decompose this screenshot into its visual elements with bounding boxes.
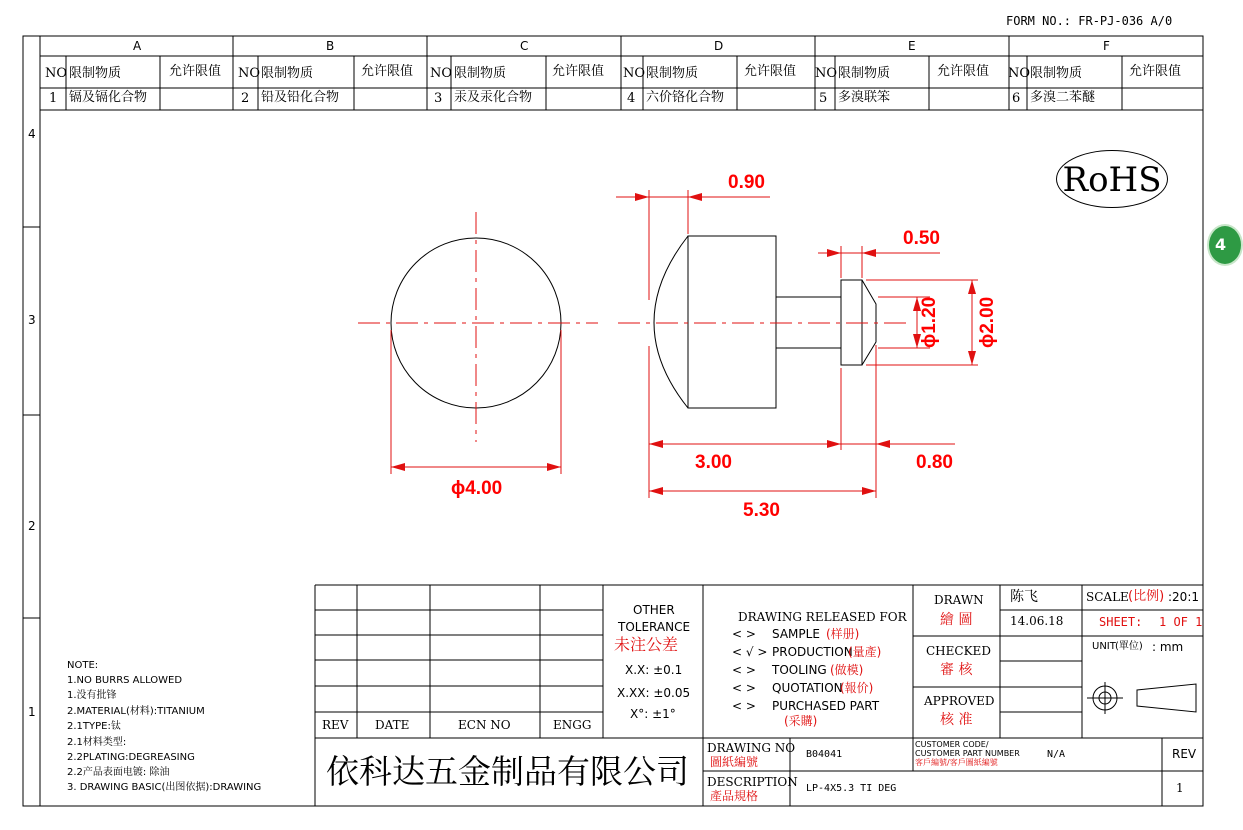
drawn-label: DRAWN (934, 593, 984, 607)
note-line: 2.MATERIAL(材料):TITANIUM (67, 706, 205, 717)
release-option-prefix: < > (732, 699, 756, 713)
zone-letter-a: A (133, 39, 142, 53)
release-option-label: PURCHASED PART (772, 699, 880, 713)
substance-no: 2 (241, 91, 250, 106)
dim-tip-diameter: ϕ1.20 (919, 296, 940, 348)
col-substance-header: 限制物质 (1030, 66, 1083, 81)
substance-name: 铅及铅化合物 (261, 90, 340, 105)
tolerance-title-2: TOLERANCE (618, 620, 691, 634)
dim-flange-diameter: ϕ2.00 (977, 296, 998, 348)
drawn-by: 陈飞 (1010, 589, 1038, 605)
col-no-header: NO (430, 66, 453, 81)
tolerance-angle: X°: ±1° (630, 707, 676, 721)
date-header: DATE (375, 718, 410, 732)
zone-letter-c: C (520, 39, 529, 53)
tolerance-title-cn: 未注公差 (614, 635, 679, 654)
dim-head-length: 0.90 (728, 172, 765, 193)
description-label: DESCRIPTION (707, 775, 798, 789)
drawn-date: 14.06.18 (1010, 614, 1064, 628)
drawn-label-cn: 繪 圖 (940, 612, 973, 628)
side-badge-label: 4 (1215, 235, 1227, 254)
substance-name: 多溴联笨 (838, 90, 891, 105)
dim-overall-length: 5.30 (743, 500, 780, 521)
substance-no: 3 (434, 91, 443, 106)
note-line: 3. DRAWING BASIC(出图依据):DRAWING (67, 782, 262, 793)
release-option-prefix: < > (732, 663, 756, 677)
release-option-label: QUOTATION (772, 681, 843, 695)
zone-number-3: 3 (28, 313, 36, 327)
rev-header: REV (322, 718, 349, 732)
col-limit-header: 允许限值 (361, 64, 414, 79)
substance-name: 六价铬化合物 (646, 90, 725, 105)
release-option-label: SAMPLE (772, 627, 820, 641)
tolerance-x-xx: X.XX: ±0.05 (617, 686, 691, 700)
note-line: 2.1TYPE:钛 (67, 721, 121, 732)
customer-code-label: CUSTOMER CODE/ (915, 740, 989, 749)
zone-letter-d: D (714, 39, 724, 53)
note-line: 2.2产品表面电镀: 除油 (67, 767, 170, 778)
release-option-cn: (采購) (784, 714, 818, 728)
sheet-label: SHEET: (1099, 615, 1143, 629)
substance-name: 多溴二苯醚 (1030, 90, 1096, 105)
release-option-prefix: < > (732, 681, 756, 695)
side-view (654, 236, 876, 408)
release-option-prefix: < > (732, 627, 756, 641)
zone-letter-f: F (1103, 39, 1110, 53)
col-no-header: NO (1008, 66, 1031, 81)
col-substance-header: 限制物质 (646, 66, 699, 81)
approved-label-cn: 核 准 (940, 712, 973, 728)
col-no-header: NO (45, 66, 68, 81)
release-option-label: TOOLING (772, 663, 827, 677)
rohs-label: RoHS (1062, 160, 1162, 200)
col-substance-header: 限制物质 (454, 66, 507, 81)
col-limit-header: 允许限值 (1129, 64, 1182, 79)
col-limit-header: 允许限值 (744, 64, 797, 79)
rohs-logo (1056, 150, 1168, 208)
col-substance-header: 限制物质 (838, 66, 891, 81)
checked-label: CHECKED (926, 644, 991, 658)
unit-label: UNIT (1092, 641, 1116, 652)
release-option-cn: (量產) (848, 645, 882, 659)
release-option-cn: (報价) (840, 681, 874, 695)
note-line: NOTE: (67, 660, 99, 671)
drawing-no-label: DRAWING NO (707, 741, 796, 755)
description-label-cn: 產品規格 (710, 789, 759, 803)
col-limit-header: 允许限值 (552, 64, 605, 79)
zone-number-2: 2 (28, 519, 36, 533)
note-line: 1.NO BURRS ALLOWED (67, 675, 183, 686)
col-substance-header: 限制物质 (261, 66, 314, 81)
scale-label-cn: (比例) (1128, 589, 1165, 604)
scale-label: SCALE (1086, 590, 1129, 604)
dim-end-length: 0.80 (916, 452, 953, 473)
form-number: FORM NO.: FR-PJ-036 A/0 (1006, 14, 1173, 28)
substance-no: 6 (1012, 91, 1021, 106)
zone-letter-e: E (908, 39, 916, 53)
sheet-value: 1 OF 1 (1159, 615, 1203, 629)
company-name: 依科达五金制品有限公司 (326, 752, 689, 791)
side-badge-icon[interactable] (1207, 224, 1243, 266)
substance-no: 4 (627, 91, 636, 106)
substance-no: 5 (819, 91, 828, 106)
drawing-frame (23, 36, 1203, 806)
description-value: LP-4X5.3 TI DEG (806, 783, 897, 794)
release-option-label: PRODUCTION (772, 645, 853, 659)
dim-front-diameter: ϕ4.00 (451, 478, 503, 499)
drawing-no-value: B04041 (806, 749, 843, 760)
customer-code-label-cn: 客戶編號/客戶圖紙編號 (915, 758, 998, 767)
dim-groove-width: 0.50 (903, 228, 940, 249)
zone-letter-b: B (326, 39, 335, 53)
drawing-no-label-cn: 圖紙編號 (710, 755, 759, 769)
checked-label-cn: 審 核 (940, 662, 973, 678)
note-line: 1.没有批锋 (67, 690, 117, 701)
release-title: DRAWING RELEASED FOR (738, 610, 907, 624)
rev-box-value: 1 (1176, 781, 1184, 795)
substance-name: 镉及镉化合物 (69, 90, 148, 105)
rev-box-label: REV (1172, 747, 1197, 761)
substance-name: 汞及汞化合物 (454, 90, 533, 105)
unit-value: : mm (1152, 640, 1184, 654)
tolerance-x-x: X.X: ±0.1 (625, 663, 683, 677)
dim-body-length: 3.00 (695, 452, 732, 473)
customer-code-value: N/A (1047, 749, 1066, 760)
engg-header: ENGG (553, 718, 592, 732)
col-no-header: NO (815, 66, 838, 81)
scale-value: :20:1 (1168, 590, 1199, 604)
projection-symbol (1087, 682, 1196, 714)
release-option-prefix: < √ > (732, 645, 768, 659)
zone-number-1: 1 (28, 705, 36, 719)
note-line: 2.1材料类型: (67, 737, 127, 748)
tolerance-title-1: OTHER (633, 603, 675, 617)
customer-part-label: CUSTOMER PART NUMBER (915, 749, 1020, 758)
col-substance-header: 限制物质 (69, 66, 122, 81)
release-option-cn: (做模) (830, 663, 864, 677)
unit-label-cn: (單位) (1115, 641, 1143, 652)
col-limit-header: 允许限值 (169, 64, 222, 79)
col-no-header: NO (623, 66, 646, 81)
approved-label: APPROVED (924, 694, 995, 708)
release-option-cn: (样册) (826, 627, 860, 641)
zone-number-4: 4 (28, 127, 36, 141)
front-view (358, 212, 598, 474)
col-limit-header: 允许限值 (937, 64, 990, 79)
substance-no: 1 (49, 91, 58, 106)
note-line: 2.2PLATING:DEGREASING (67, 752, 195, 763)
col-no-header: NO (238, 66, 261, 81)
ecn-header: ECN NO (458, 718, 511, 732)
